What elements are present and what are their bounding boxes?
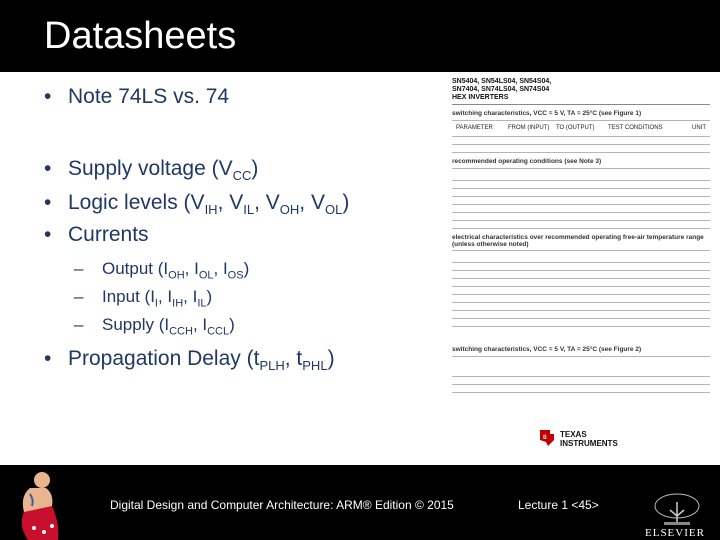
slide-title: Datasheets — [44, 15, 237, 57]
table-rule — [452, 250, 710, 251]
table-header-to: TO (OUTPUT) — [556, 125, 595, 131]
table-rule — [452, 120, 710, 121]
table-rule — [452, 228, 710, 229]
table-rule — [452, 262, 710, 263]
bullet-marker: • — [44, 347, 52, 370]
footer-publisher: ELSEVIER — [645, 527, 705, 539]
table-rule — [452, 180, 710, 181]
table-rule — [452, 168, 710, 169]
table-rule — [452, 270, 710, 271]
datasheet-section-title: switching characteristics, VCC = 5 V, TA = 25°C (see Figure 2) — [452, 346, 642, 353]
table-header-test: TEST CONDITIONS — [608, 125, 663, 131]
sub-bullet-marker: – — [74, 259, 84, 278]
footer-lecture-number: Lecture 1 <45> — [518, 498, 599, 512]
divider — [452, 104, 710, 105]
table-rule — [452, 278, 710, 279]
table-rule — [452, 392, 710, 393]
flexed-arm-mascot-icon — [0, 466, 80, 540]
ti-logo-text: TEXAS — [560, 430, 587, 439]
datasheet-header-line: SN5404, SN54LS04, SN54S04, — [452, 78, 552, 85]
table-rule — [452, 212, 710, 213]
table-rule — [452, 302, 710, 303]
table-rule — [452, 196, 710, 197]
bullet-supply-voltage: • Supply voltage $(V_{CC})$ — [44, 157, 259, 184]
table-rule — [452, 326, 710, 327]
bullet-marker: • — [44, 85, 52, 108]
bullet-marker: • — [44, 157, 52, 180]
bullet-marker: • — [44, 191, 52, 214]
datasheet-header-line: SN7404, SN74LS04, SN74S04 — [452, 86, 550, 93]
sub-bullet-input: – Input ($I_I$, $I_{IH}$, $I_{IL}$) — [74, 287, 213, 310]
datasheet-section-title: recommended operating conditions (see Note 3) — [452, 158, 602, 165]
datasheet-image — [448, 76, 714, 460]
datasheet-section-title: switching characteristics, VCC = 5 V, TA = 25°C (see Figure 1) — [452, 110, 642, 117]
table-rule — [452, 220, 710, 221]
table-rule — [452, 204, 710, 205]
table-rule — [452, 294, 710, 295]
elsevier-tree-logo-icon — [644, 492, 710, 532]
table-rule — [452, 318, 710, 319]
sub-bullet-marker: – — [74, 315, 84, 334]
sub-bullet-output: – Output ($I_{OH}$, $I_{OL}$, $I_{OS}$) — [74, 259, 250, 282]
table-rule — [452, 136, 710, 137]
bullet-propagation-delay: • Propagation Delay ($t_{PLH}$, $t_{PHL}$) — [44, 347, 335, 374]
table-rule — [452, 286, 710, 287]
bullet-marker: • — [44, 223, 52, 246]
table-header-from: FROM (INPUT) — [508, 125, 550, 131]
bullet-logic-levels: • Logic levels ($V_{IH}$, $V_{IL}$, $V_{OH}$, $V_{OL}$) — [44, 191, 350, 218]
svg-text:ti: ti — [543, 435, 547, 441]
ti-logo-text: INSTRUMENTS — [560, 439, 618, 448]
datasheet-section-title: electrical characteristics over recommended operating free-air temperature range (unless otherwise noted) — [452, 234, 704, 248]
table-rule — [452, 144, 710, 145]
table-rule — [452, 152, 710, 153]
texas-instruments-logo-icon — [538, 428, 556, 448]
bullet-currents: • Currents — [44, 223, 149, 246]
sub-bullet-marker: – — [74, 287, 84, 306]
footer-book-title: Digital Design and Computer Architecture: ARM® Edition © 2015 — [110, 498, 454, 512]
datasheet-header-line: HEX INVERTERS — [452, 94, 509, 101]
table-rule — [452, 356, 710, 357]
table-rule — [452, 384, 710, 385]
table-rule — [452, 376, 710, 377]
table-header-parameter: PARAMETER — [456, 125, 493, 131]
bullet-note: • Note 74LS vs. 74 — [44, 85, 230, 108]
table-header-unit: UNIT — [692, 125, 706, 131]
table-rule — [452, 188, 710, 189]
sub-bullet-supply: – Supply ($I_{CCH}$, $I_{CCL}$) — [74, 315, 235, 338]
table-rule — [452, 310, 710, 311]
